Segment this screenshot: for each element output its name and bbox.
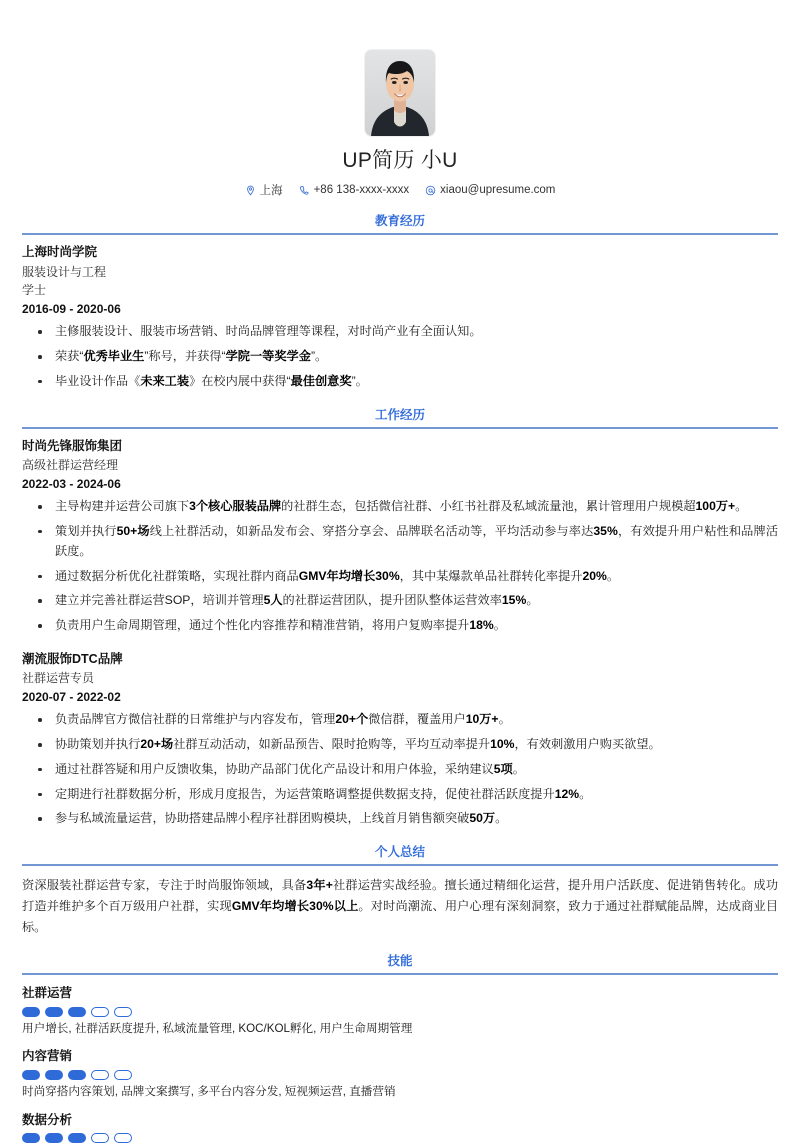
section-divider	[22, 233, 778, 235]
skill-pip-empty	[114, 1133, 132, 1143]
list-item: 建立并完善社群运营SOP，培训并管理5人的社群运营团队，提升团队整体运营效率15%。	[22, 591, 778, 611]
location-pin-icon	[245, 185, 256, 196]
skill-pip-filled	[45, 1133, 63, 1143]
skill-pip-empty	[91, 1070, 109, 1080]
list-item: 负责品牌官方微信社群的日常维护与内容发布，管理20+个微信群，覆盖用户10万+。	[22, 710, 778, 730]
education-bullets	[22, 322, 778, 391]
list-item: 负责用户生命周期管理，通过个性化内容推荐和精准营销，将用户复购率提升18%。	[22, 616, 778, 636]
list-item: 通过社群答疑和用户反馈收集，协助产品部门优化产品设计和用户体验，采纳建议5项。	[22, 760, 778, 780]
contact-email	[425, 184, 555, 196]
work-company: 时尚先锋服饰集团	[22, 438, 123, 453]
skill-item	[22, 984, 778, 1038]
skill-name: 内容营销	[22, 1049, 73, 1064]
contact-email-text: xiaou@upresume.com	[440, 184, 556, 197]
skill-level-meter	[22, 1007, 778, 1017]
section-title-work: 工作经历	[374, 407, 425, 422]
list-item: 主导构建并运营公司旗下3个核心服装品牌的社群生态，包括微信社群、小红书社群及私域流量池，累计管理用户规模超100万+。	[22, 497, 778, 517]
list-item: 荣获“优秀毕业生”称号，并获得“学院一等奖学金”。	[22, 347, 778, 367]
section-divider	[22, 864, 778, 866]
skill-pip-empty	[91, 1007, 109, 1017]
contact-location	[245, 182, 283, 198]
work-bullets	[22, 710, 778, 829]
skill-pip-filled	[68, 1007, 86, 1017]
skill-item	[22, 1047, 778, 1101]
work-date: 2020-07 - 2022-02	[22, 689, 121, 704]
skill-pip-filled	[68, 1133, 86, 1143]
list-item: 主修服装设计、服装市场营销、时尚品牌管理等课程，对时尚产业有全面认知。	[22, 322, 778, 342]
list-item: 通过数据分析优化社群策略，实现社群内商品GMV年均增长30%，其中某爆款单品社群转化率提升20%。	[22, 567, 778, 587]
section-education	[22, 214, 778, 391]
section-work-experience	[22, 408, 778, 830]
skill-level-meter	[22, 1133, 778, 1143]
section-skills	[22, 954, 778, 1143]
profile-photo	[365, 50, 435, 136]
skill-pip-empty	[114, 1070, 132, 1080]
work-company: 潮流服饰DTC品牌	[22, 651, 123, 666]
skill-pip-filled	[22, 1070, 40, 1080]
skill-pip-empty	[114, 1007, 132, 1017]
skill-level-meter	[22, 1070, 778, 1080]
skill-pip-empty	[91, 1133, 109, 1143]
email-at-icon	[425, 185, 436, 196]
work-role: 社群运营专员	[22, 671, 95, 686]
education-major: 服装设计与工程	[22, 264, 107, 279]
skill-pip-filled	[45, 1007, 63, 1017]
skill-pip-filled	[45, 1070, 63, 1080]
section-title-summary: 个人总结	[374, 845, 425, 860]
education-entry	[22, 243, 778, 391]
work-date: 2022-03 - 2024-06	[22, 476, 121, 491]
list-item: 参与私域流量运营，协助搭建品牌小程序社群团购模块，上线首月销售额突破50万。	[22, 809, 778, 829]
section-title-education: 教育经历	[374, 214, 425, 229]
work-role: 高级社群运营经理	[22, 458, 119, 473]
skill-pip-filled	[68, 1070, 86, 1080]
phone-icon	[299, 185, 310, 196]
skill-name: 数据分析	[22, 1112, 73, 1127]
skill-item	[22, 1111, 778, 1143]
education-school: 上海时尚学院	[22, 245, 98, 260]
education-degree: 学士	[22, 283, 47, 298]
skill-pip-filled	[22, 1133, 40, 1143]
summary-text: 资深服装社群运营专家，专注于时尚服饰领域，具备3年+社群运营实战经验。擅长通过精细化运营，提升用户活跃度、促进销售转化。成功打造并维护多个百万级用户社群，实现GMV年均增长30%以上。对时尚潮流、用户心理有深刻洞察，致力于通过社群赋能品牌，达成商业目标。	[22, 878, 779, 935]
list-item: 策划并执行50+场线上社群活动，如新品发布会、穿搭分享会、品牌联名活动等，平均活动参与率达35%，有效提升用户粘性和品牌活跃度。	[22, 522, 778, 562]
section-title-skills: 技能	[387, 954, 413, 969]
skill-description: 时尚穿搭内容策划, 品牌文案撰写, 多平台内容分发, 短视频运营, 直播营销	[22, 1085, 396, 1099]
skill-pip-filled	[22, 1007, 40, 1017]
list-item: 协助策划并执行20+场社群互动活动，如新品预告、限时抢购等，平均互动率提升10%，有效刺激用户购买欲望。	[22, 735, 778, 755]
section-divider	[22, 973, 778, 975]
resume-header	[22, 0, 778, 198]
contact-phone	[299, 184, 410, 196]
section-personal-summary	[22, 845, 778, 938]
contact-phone-text: +86 138-xxxx-xxxx	[313, 184, 410, 197]
skill-name: 社群运营	[22, 986, 73, 1001]
skill-description: 用户增长, 社群活跃度提升, 私域流量管理, KOC/KOL孵化, 用户生命周期管理	[22, 1021, 413, 1035]
work-bullets	[22, 497, 778, 636]
work-entry	[22, 437, 778, 636]
work-entry	[22, 650, 778, 829]
list-item: 定期进行社群数据分析，形成月度报告，为运营策略调整提供数据支持，促使社群活跃度提升12%。	[22, 785, 778, 805]
page-title: UP简历 小U	[342, 149, 458, 172]
contact-list	[22, 182, 778, 198]
section-divider	[22, 427, 778, 429]
education-date: 2016-09 - 2020-06	[22, 301, 121, 316]
list-item: 毕业设计作品《未来工装》在校内展中获得“最佳创意奖”。	[22, 372, 778, 392]
contact-location-text: 上海	[259, 185, 283, 198]
